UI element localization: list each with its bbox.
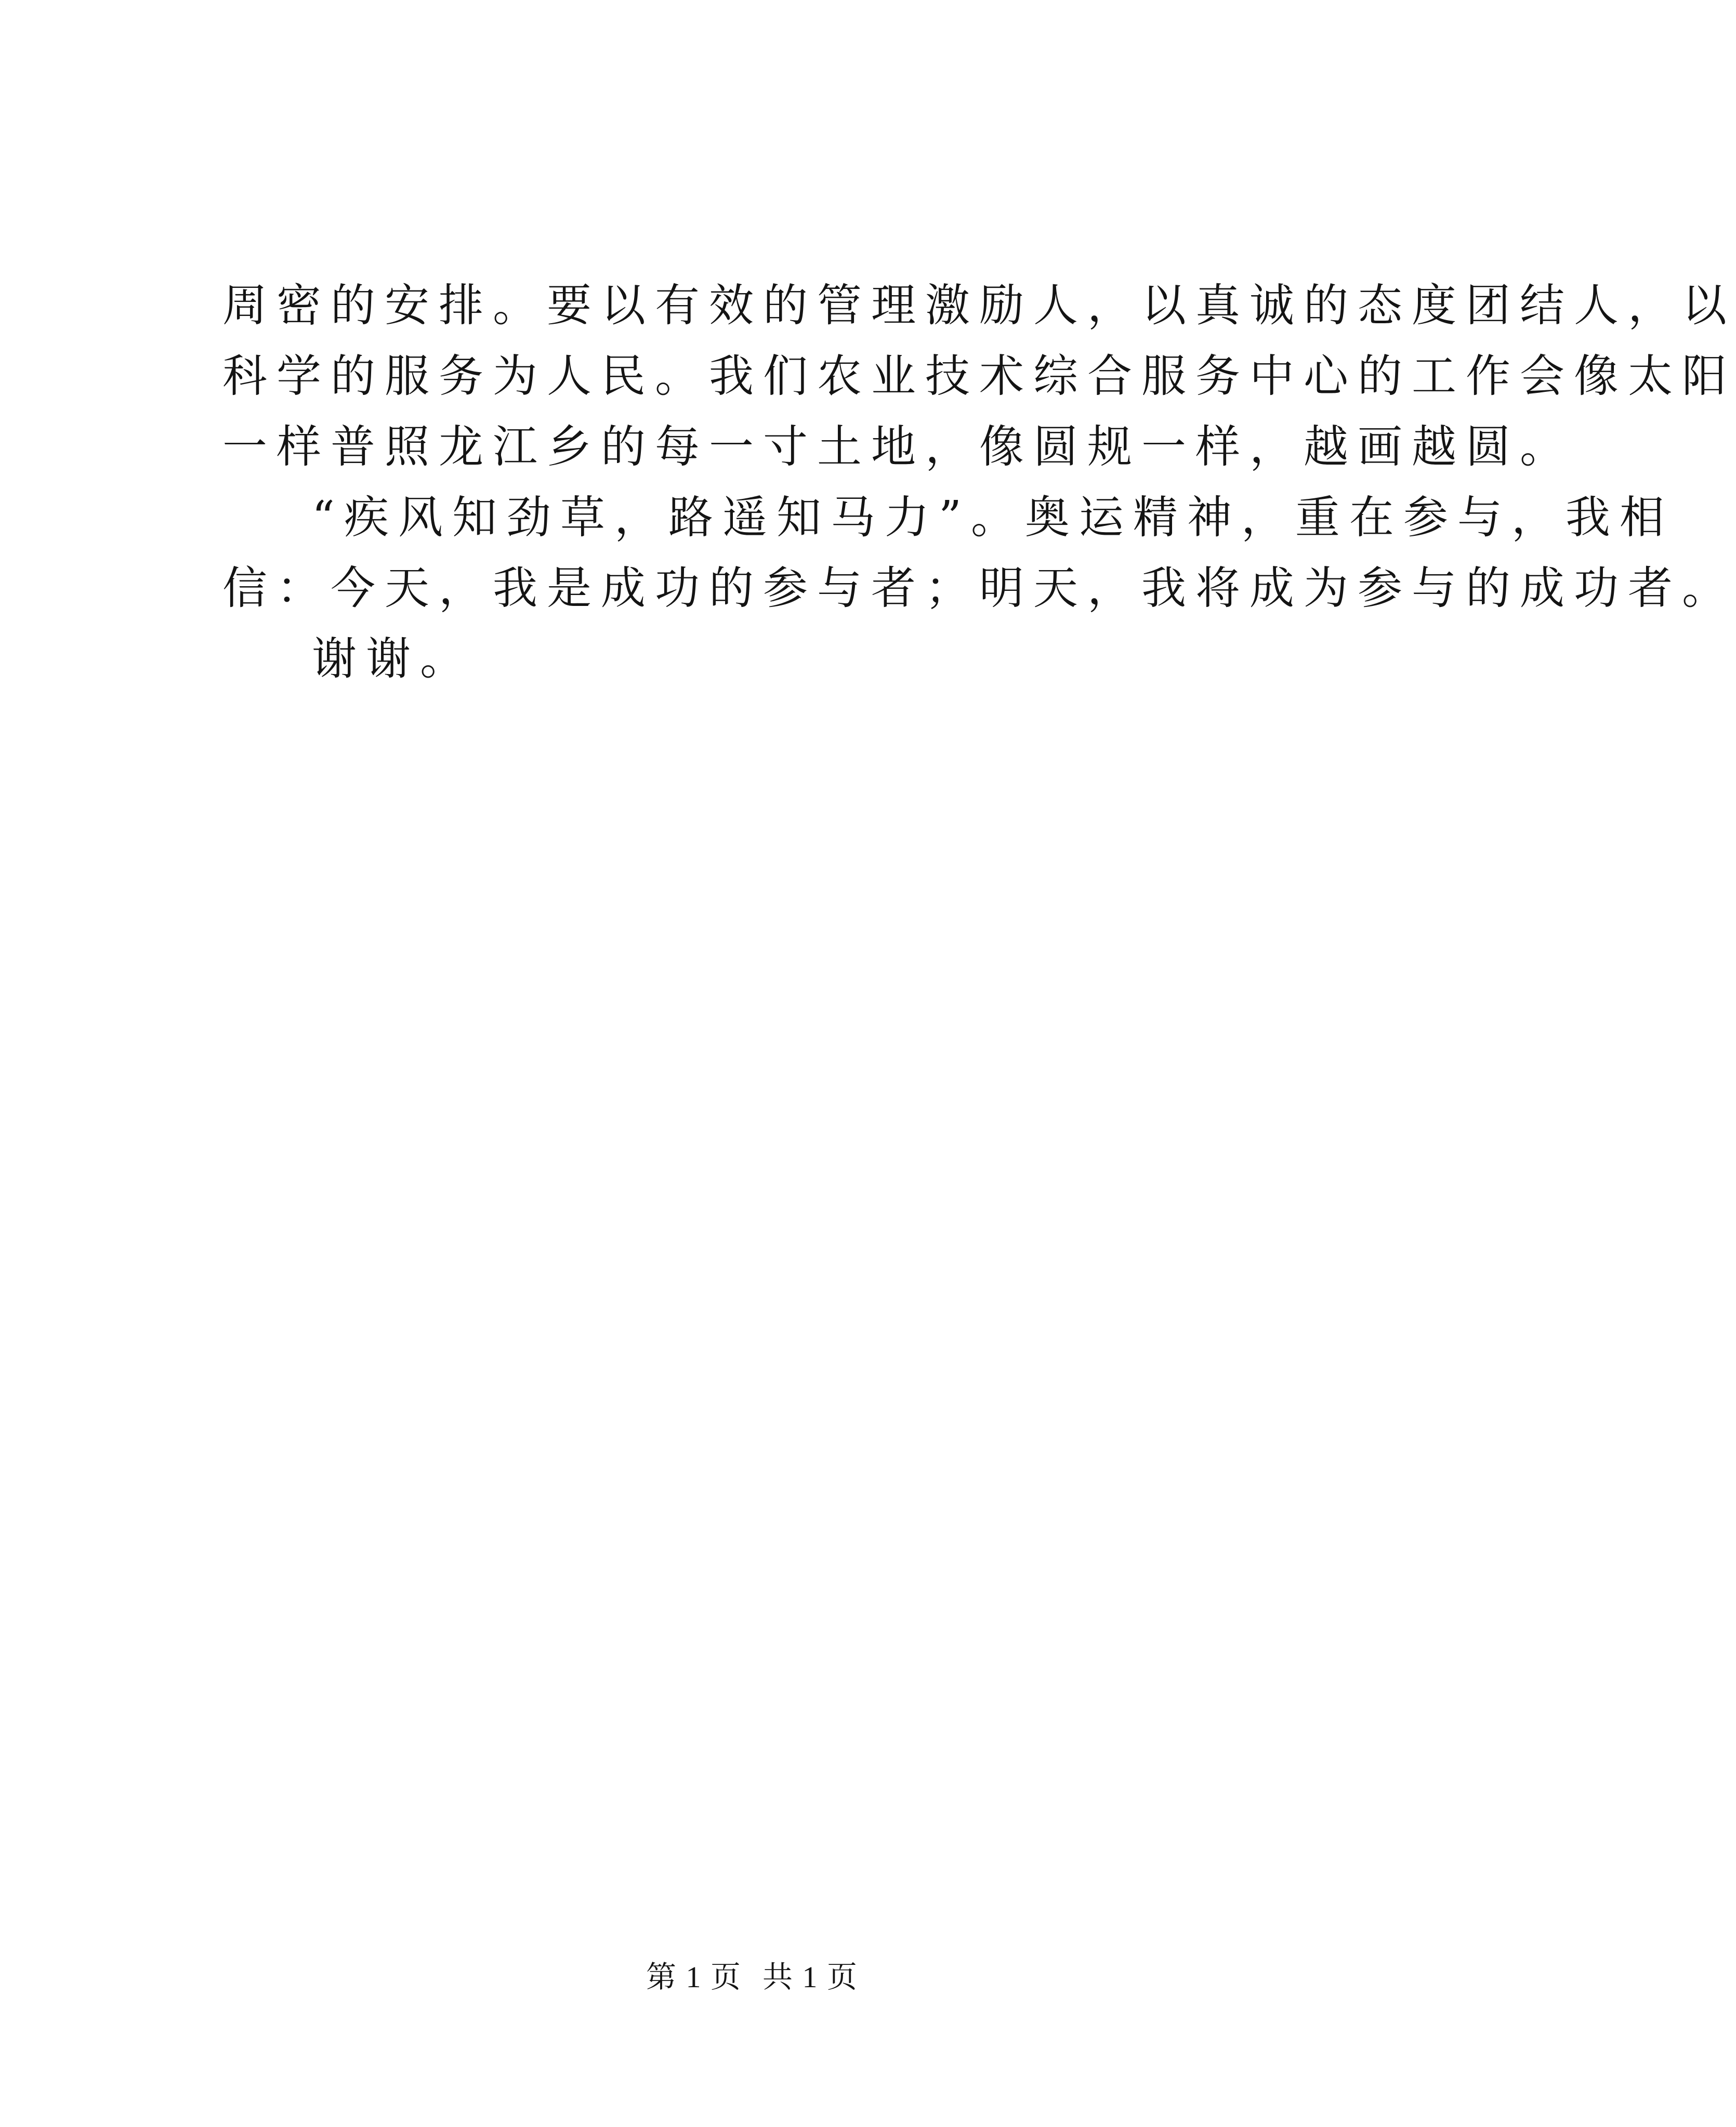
paragraph-1-line-1: 周密的安排。要以有效的管理激励人，以真诚的态度团结人，以 [222, 280, 1736, 332]
paragraph-1-line-2: 科学的服务为人民。我们农业技术综合服务中心的工作会像太阳 [222, 350, 1736, 402]
paragraph-2-line-2: 信：今天，我是成功的参与者；明天，我将成为参与的成功者。 [222, 562, 1736, 614]
page-number-total: 共 1 页 [762, 1960, 859, 1994]
paragraph-2-line-1: “疾风知劲草，路遥知马力”。奥运精神，重在参与，我相 [312, 492, 1674, 544]
page-number-current: 第 1 页 [646, 1960, 742, 1994]
paragraph-1-line-3: 一样普照龙江乡的每一寸土地，像圆规一样，越画越圆。 [222, 421, 1574, 473]
paragraph-3-line-1: 谢谢。 [312, 633, 474, 685]
document-body [222, 270, 1736, 694]
page-footer [0, 1959, 1504, 1996]
